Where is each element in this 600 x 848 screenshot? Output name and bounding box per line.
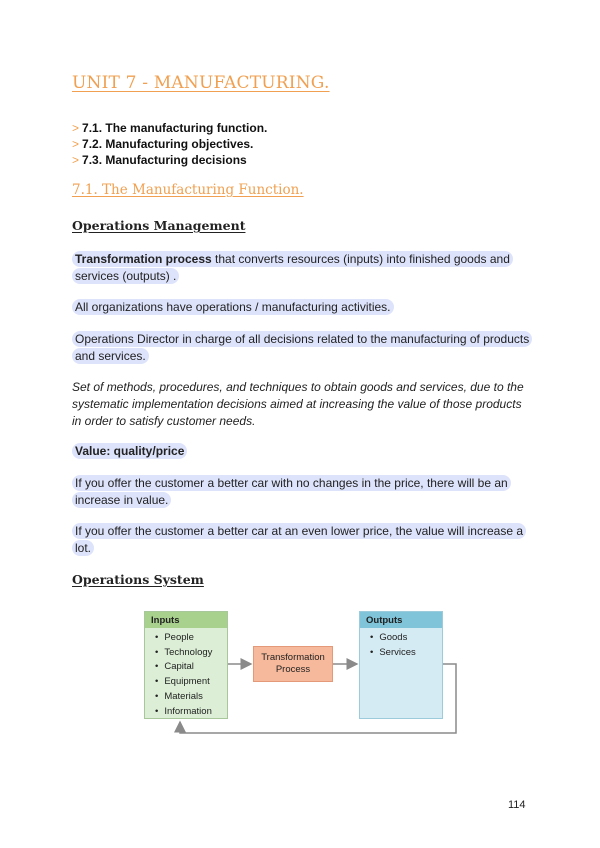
bold-term: Transformation process — [75, 252, 212, 266]
inputs-title: Inputs — [145, 612, 227, 628]
highlighted-text: Operations Director in charge of all decisions related to the manufacturing of products and services. — [72, 331, 532, 364]
list-item: • Capital — [155, 660, 221, 675]
paragraph-value — [72, 443, 532, 460]
toc-arrow: > — [72, 137, 80, 151]
paragraph-director — [72, 331, 532, 365]
highlighted-text: If you offer the customer a better car with no changes in the price, there will be an increase in value. — [72, 475, 511, 508]
highlighted-text: All organizations have operations / manufacturing activities. — [72, 299, 394, 315]
operations-management-heading: Operations Management — [72, 218, 246, 233]
list-item: • Information — [155, 705, 221, 720]
process-label-line2: Process — [275, 664, 311, 675]
toc-item-label: 7.3. Manufacturing decisions — [82, 153, 247, 167]
list-item: • Materials — [155, 690, 221, 705]
toc-item-label: 7.1. The manufacturing function. — [82, 121, 268, 135]
inputs-box — [144, 611, 228, 719]
list-item: • Goods — [370, 631, 436, 646]
paragraph-example-2 — [72, 523, 534, 557]
list-item: • Technology — [155, 646, 221, 661]
list-item: • People — [155, 631, 221, 646]
unit-title: UNIT 7 - MANUFACTURING. — [72, 73, 330, 93]
outputs-title: Outputs — [360, 612, 442, 628]
table-of-contents — [72, 120, 267, 168]
inputs-list — [145, 628, 227, 719]
list-item: • Services — [370, 646, 436, 661]
paragraph-transformation — [72, 251, 532, 285]
paragraph-organizations — [72, 299, 532, 316]
toc-arrow: > — [72, 121, 80, 135]
page-number: 114 — [508, 799, 526, 811]
toc-item — [72, 136, 267, 152]
list-item: • Equipment — [155, 675, 221, 690]
paragraph-text: that converts resources (inputs) into finished goods and services (outputs) . — [75, 252, 510, 283]
process-label-line1: Transformation — [261, 652, 325, 663]
toc-item — [72, 120, 267, 136]
highlighted-text: Value: quality/price — [72, 443, 187, 459]
outputs-list — [360, 628, 442, 660]
paragraph-example-1 — [72, 475, 532, 509]
highlighted-text: If you offer the customer a better car at an even lower price, the value will increase a lot. — [72, 523, 526, 556]
transformation-process-box — [253, 646, 333, 682]
outputs-box — [359, 611, 443, 719]
highlighted-text — [72, 251, 513, 284]
toc-item-label: 7.2. Manufacturing objectives. — [82, 137, 254, 151]
operations-system-heading: Operations System — [72, 572, 204, 587]
toc-item — [72, 152, 267, 168]
section-title: 7.1. The Manufacturing Function. — [72, 182, 304, 198]
toc-arrow: > — [72, 153, 80, 167]
paragraph-definition: Set of methods, procedures, and techniques to obtain goods and services, due to the systematic implementation decisions aimed at increasing the value of those products in order to satisfy customer needs. — [72, 380, 524, 428]
